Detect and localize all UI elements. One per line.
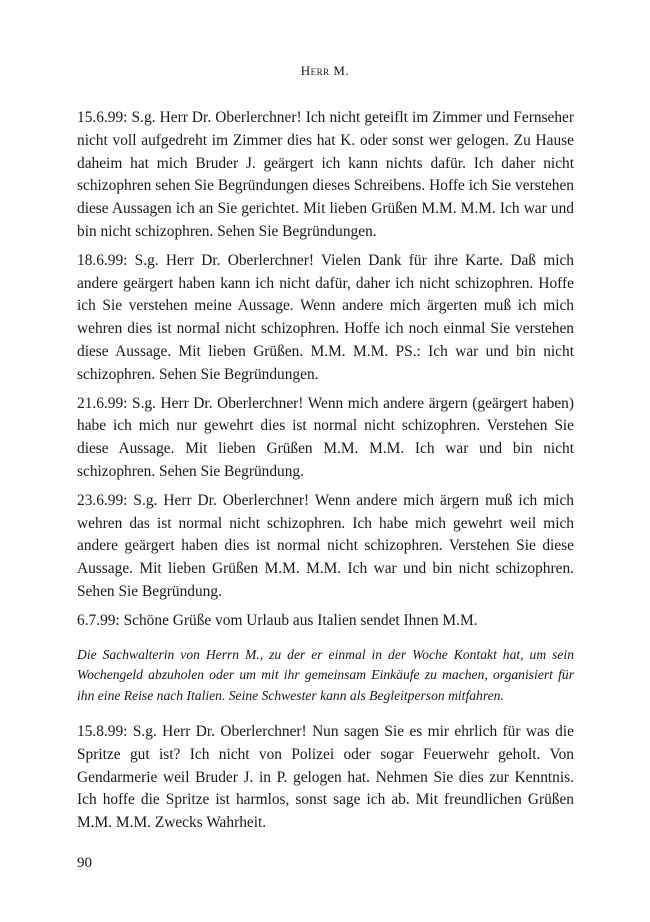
editorial-note: Die Sachwalterin von Herrn M., zu der er einmal in der Woche Kontakt hat, um sein Wochengeld abzuholen oder um mit ihr gemeinsam Einkäufe zu machen, organisiert für ihn eine Reise nach Italien. Seine Schwester kann als Begleitperson mitfahren.: [77, 646, 574, 704]
letter-entry-21-6: 21.6.99: S.g. Herr Dr. Oberlerchner! Wenn mich andere ärgern (geärgert haben) habe ich mich nur gewehrt dies ist normal nicht schizophren. Verstehen Sie diese Aussage. Mit lieben Grüßen M.M. M.M. Ich war und bin nicht schizophren. Sehen Sie Begründung.: [77, 394, 574, 480]
page-number: 90: [77, 855, 92, 871]
letter-entry-6-7: 6.7.99: Schöne Grüße vom Urlaub aus Italien sendet Ihnen M.M.: [77, 611, 478, 629]
letter-entry-18-6: 18.6.99: S.g. Herr Dr. Oberlerchner! Vielen Dank für ihre Karte. Daß mich andere geärgert haben kann ich nicht dafür, daher ich nicht schizophren. Hoffe ich Sie verstehen meine Aussage. Wenn andere mich ärgerten muß ich mich wehren dies ist normal nicht schizophren. Hoffe ich noch einmal Sie verstehen diese Aussage. Mit lieben Grüßen. M.M. M.M. PS.: Ich war und bin nicht schizophren. Sehen Sie Begründungen.: [77, 251, 574, 383]
page-body: [77, 107, 574, 841]
letter-entry-15-8: 15.8.99: S.g. Herr Dr. Oberlerchner! Nun sagen Sie es mir ehrlich für was die Spritze gut ist? Ich nicht von Polizei oder sogar Feuerwehr geholt. Von Gendarmerie weil Bruder J. in P. gelogen hat. Nehmen Sie dies zur Kenntnis. Ich hoffe die Spritze ist harmlos, sonst sage ich ab. Mit freundlichen Grüßen M.M. M.M. Zwecks Wahrheit.: [77, 722, 574, 832]
letter-entry-15-6: 15.6.99: S.g. Herr Dr. Oberlerchner! Ich nicht geteiflt im Zimmer und Fernseher nicht voll aufgedreht im Zimmer dies hat K. oder sonst wer gelogen. Zu Hause daheim hat mich Bruder J. geärgert ich kann nichts dafür. Ich daher nicht schizophren sehen Sie Begründungen dieses Schreibens. Hoffe ich Sie verstehen diese Aussagen ich an Sie gerichtet. Mit lieben Grüßen M.M. M.M. Ich war und bin nicht schizophren. Sehen Sie Begründungen.: [77, 109, 574, 240]
running-head: Herr M.: [300, 63, 350, 78]
letter-entry-23-6: 23.6.99: S.g. Herr Dr. Oberlerchner! Wenn andere mich ärgern muß ich mich wehren das ist normal nicht schizophren. Ich habe mich gewehrt weil mich andere geärgert haben dies ist normal nicht schizophren. Verstehen Sie diese Aussage. Mit lieben Grüßen M.M. M.M. Ich war und bin nicht schizophren. Sehen Sie Begründung.: [77, 491, 574, 600]
